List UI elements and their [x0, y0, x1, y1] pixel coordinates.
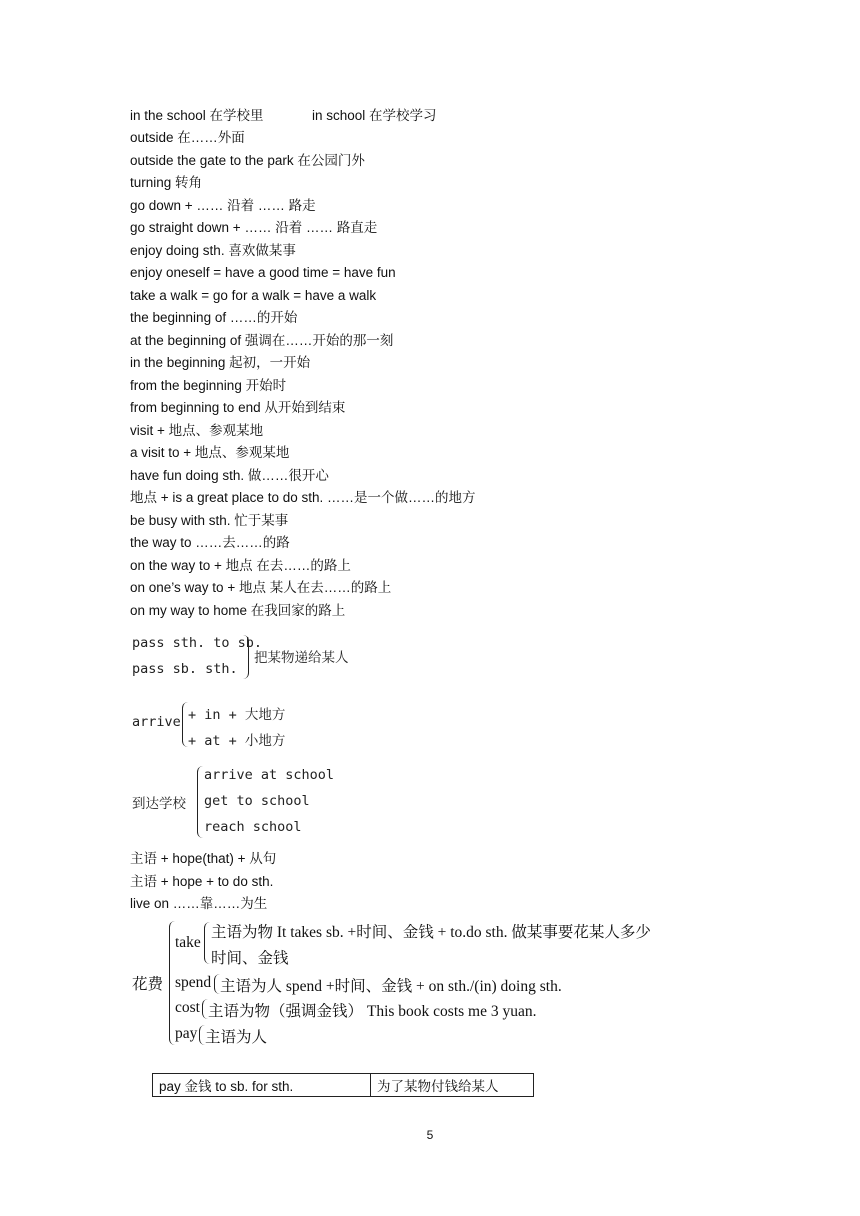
vocab-line: a visit to + 地点、参观某地	[130, 445, 290, 460]
vocab-line: go down + …… 沿着 …… 路走	[130, 198, 316, 213]
vocab-line: enjoy doing sth. 喜欢做某事	[130, 243, 296, 258]
page-number: 5	[426, 1128, 434, 1142]
vocab-line: 地点 + is a great place to do sth. ……是一个做……的地方	[130, 490, 476, 505]
vocab-line: take a walk = go for a walk = have a walk	[130, 288, 377, 303]
vocab-line: the beginning of ……的开始	[130, 310, 298, 325]
reach-head: 到达学校	[132, 796, 186, 812]
vocab-line: on one’s way to + 地点 某人在去……的路上	[130, 580, 392, 595]
spend-line: 主语为人 spend +时间、金钱 + on sth./(in) doing sth.	[220, 978, 562, 995]
hope-line: 主语 + hope + to do sth.	[130, 874, 274, 889]
table-cell: 为了某物付钱给某人	[371, 1074, 534, 1097]
arrive-item: + in + 大地方	[188, 707, 286, 723]
spend-word: spend	[175, 974, 212, 991]
spend-head: 花费	[132, 976, 164, 993]
take-line: 时间、金钱	[211, 950, 289, 967]
vocab-line: on my way to home 在我回家的路上	[130, 603, 346, 618]
reach-item: get to school	[204, 793, 310, 809]
vocab-line: outside 在……外面	[130, 130, 245, 145]
take-word: take	[175, 934, 201, 951]
vocab-text: in the school 在学校里	[130, 108, 264, 123]
vocab-line: the way to ……去……的路	[130, 535, 290, 550]
arrive-item: + at + 小地方	[188, 733, 286, 749]
vocab-line: be busy with sth. 忙于某事	[130, 513, 289, 528]
cost-word: cost	[175, 999, 200, 1016]
vocab-line: visit + 地点、参观某地	[130, 423, 264, 438]
vocab-line: from the beginning 开始时	[130, 378, 287, 393]
vocab-line: turning 转角	[130, 175, 203, 190]
right-brace	[240, 635, 249, 679]
reach-item: arrive at school	[204, 767, 335, 783]
vocab-line: on the way to + 地点 在去……的路上	[130, 558, 351, 573]
left-brace	[204, 922, 211, 964]
pay-line: 主语为人	[205, 1029, 268, 1046]
pass-item: pass sb. sth.	[132, 661, 238, 677]
vocab-line	[130, 106, 437, 126]
vocab-line: enjoy oneself = have a good time = have fun	[130, 265, 396, 280]
cost-line: 主语为物（强调金钱） This book costs me 3 yuan.	[208, 1003, 537, 1020]
pass-meaning: 把某物递给某人	[254, 650, 349, 666]
reach-item: reach school	[204, 819, 302, 835]
hope-line: 主语 + hope(that) + 从句	[130, 851, 277, 866]
vocab-line: outside the gate to the park 在公园门外	[130, 153, 365, 168]
table-cell: pay 金钱 to sb. for sth.	[153, 1074, 371, 1097]
take-line: 主语为物 It takes sb. +时间、金钱 + to.do sth. 做某事要花某人多少	[211, 924, 651, 941]
vocab-line: at the beginning of 强调在……开始的那一刻	[130, 333, 394, 348]
vocab-line: have fun doing sth. 做……很开心	[130, 468, 329, 483]
arrive-head: arrive	[132, 714, 181, 730]
pay-table	[152, 1073, 534, 1097]
vocab-text: in school 在学校学习	[312, 108, 437, 123]
vocab-line: in the beginning 起初，一开始	[130, 355, 311, 370]
vocab-line: from beginning to end 从开始到结束	[130, 400, 346, 415]
table-row	[153, 1074, 534, 1097]
live-on-line: live on ……靠……为生	[130, 896, 268, 911]
vocab-line: go straight down + …… 沿着 …… 路直走	[130, 220, 378, 235]
pass-item: pass sth. to sb.	[132, 635, 263, 651]
pay-word: pay	[175, 1025, 198, 1042]
